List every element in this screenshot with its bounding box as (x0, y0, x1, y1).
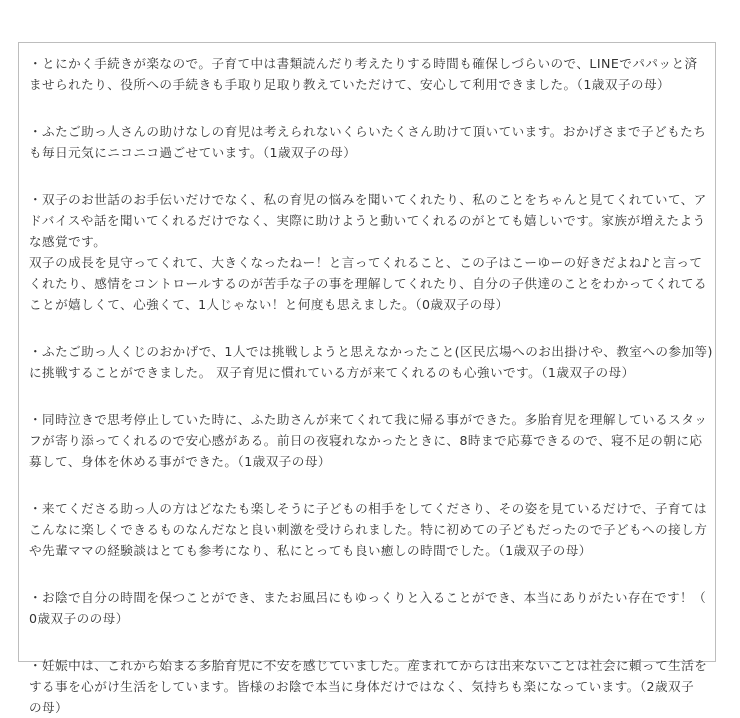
testimonial-line: ・ふたご助っ人くじのおかげで、1人では挑戦しようと思えなかったこと(区民広場へのお出掛けや、教室への参加等) (29, 344, 713, 359)
testimonial-item (29, 121, 707, 163)
testimonial-item (29, 655, 707, 718)
testimonial-line: ことが嬉しくて、心強くて、1人じゃない！と何度も思えました。（0歳双子の母） (29, 297, 509, 312)
testimonial-line: に挑戦することができました。 双子育児に慣れている方が来てくれるのも心強いです。（1歳双子の母） (29, 365, 635, 380)
testimonial-line: 双子の成長を見守ってくれて、大きくなったねー！と言ってくれること、この子はこーゆーの好きだよね♪と言って (29, 255, 703, 270)
testimonial-item (29, 189, 707, 315)
testimonial-line: や先輩ママの経験談はとても参考になり、私にとっても良い癒しの時間でした。（1歳双子の母） (29, 543, 592, 558)
testimonial-line: フが寄り添ってくれるので安心感がある。前日の夜寝れなかったときに、8時まで応募できるので、寝不足の朝に応 (29, 433, 703, 448)
testimonial-line: も毎日元気にニコニコ過ごせています。（1歳双子の母） (29, 145, 357, 160)
testimonial-line: な感覚です。 (29, 234, 107, 249)
testimonial-line: 募して、身体を休める事ができた。（1歳双子の母） (29, 454, 331, 469)
testimonial-line: の母） (29, 700, 69, 715)
testimonial-line: ・お陰で自分の時間を保つことができ、またお風呂にもゆっくりと入ることができ、本当にありがたい存在です！（ (29, 590, 707, 605)
testimonial-line: ・とにかく手続きが楽なので。子育て中は書類読んだり考えたりする時間も確保しづらいので、LINEでパパッと済 (29, 56, 698, 71)
testimonial-line: ませられたり、役所への手続きも手取り足取り教えていただけて、安心して利用できました。（1歳双子の母） (29, 77, 671, 92)
testimonial-line: ・妊娠中は、これから始まる多胎育児に不安を感じていました。産まれてからは出来ないことは社会に頼って生活を (29, 658, 708, 673)
testimonial-line: ・ふたご助っ人さんの助けなしの育児は考えられないくらいたくさん助けて頂いています。おかげさまで子どもたち (29, 124, 707, 139)
testimonial-line: 0歳双子のの母） (29, 611, 129, 626)
testimonial-item (29, 409, 707, 472)
testimonial-line: する事を心がけ生活をしています。皆様のお陰で本当に身体だけではなく、気持ちも楽になっています。（2歳双子 (29, 679, 695, 694)
testimonial-item (29, 53, 707, 95)
testimonial-line: ・来てくださる助っ人の方はどなたも楽しそうに子どもの相手をしてくださり、その姿を見ているだけで、子育ては (29, 501, 708, 516)
testimonial-item (29, 498, 707, 561)
testimonial-line: ドバイスや話を聞いてくれるだけでなく、実際に助けようと動いてくれるのがとても嬉しいです。家族が増えたよう (29, 213, 706, 228)
testimonial-line: ・双子のお世話のお手伝いだけでなく、私の育児の悩みを聞いてくれたり、私のことをちゃんと見てくれていて、ア (29, 192, 707, 207)
testimonial-line: こんなに楽しくできるものなんだなと良い刺激を受けられました。特に初めての子どもだったので子どもへの接し方 (29, 522, 708, 537)
testimonials-box (18, 42, 716, 715)
testimonial-item (29, 341, 713, 383)
testimonial-line: くれたり、感情をコントロールするのが苦手な子の事を理解してくれたり、自分の子供達のことをわかってくれてる (29, 276, 708, 291)
testimonial-item (29, 587, 707, 629)
testimonial-line: ・同時泣きで思考停止していた時に、ふた助さんが来てくれて我に帰る事ができた。多胎育児を理解しているスタッ (29, 412, 708, 427)
